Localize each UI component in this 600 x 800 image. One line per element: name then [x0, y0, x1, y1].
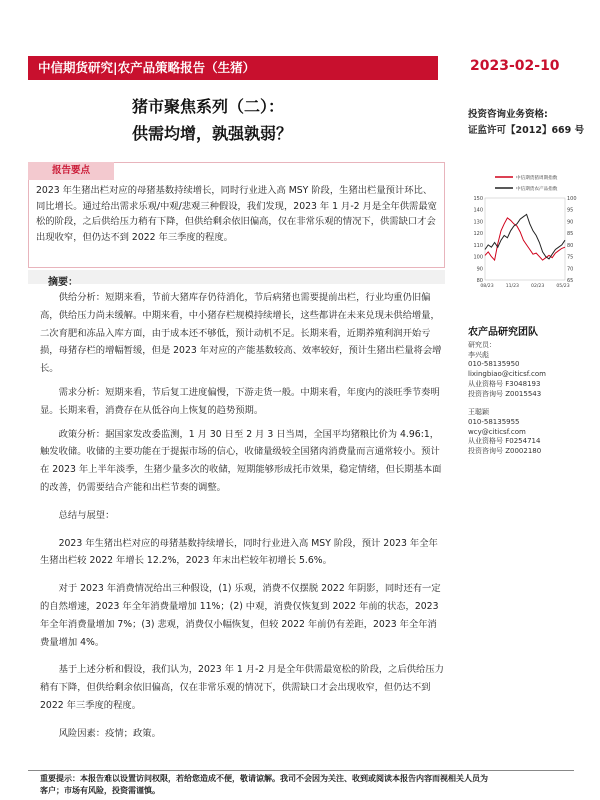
member-phone: 010-58135950	[468, 360, 520, 369]
y-left-tick-label: 150	[473, 196, 483, 202]
y-left-tick-label: 80	[476, 278, 483, 284]
y-right-tick-label: 65	[567, 278, 574, 284]
x-tick-label: 11/23	[505, 284, 519, 289]
member-name: 王聪颖	[468, 408, 489, 417]
abstract-text	[36, 183, 440, 245]
legend-label: 中信期货猪周期指数	[516, 176, 558, 182]
abstract-paragraph: 2023 年生猪出栏对应的母猪基数持续增长，同时行业进入高 MSY 阶段，生猪出栏量预计环比、同比增长。通过给出需求乐观/中观/悲观三种假设，我们发现，2023 年 1 月-2 月是全年供需最宽松的阶段，之后供给压力稍有下降，但供给剩余依旧偏高，仅在非常乐观的情况下，供需缺口才会出现收窄，但仍达不到 2022 年三季度的程度。	[36, 185, 437, 243]
plot-frame	[485, 198, 565, 280]
team-info	[468, 341, 546, 457]
y-right-tick-label: 90	[567, 219, 574, 226]
series-line	[485, 214, 565, 259]
x-tick-label: 02/23	[531, 284, 545, 289]
y-left-tick-label: 100	[473, 254, 483, 261]
disclaimer-line1: 重要提示：本报告难以设置访问权限，若给您造成不便，敬请谅解。我司不会因为关注、收到或阅读本报告内容而视相关人员为	[40, 774, 488, 783]
team-role: 研究员：	[468, 341, 496, 349]
report-title-line2: 供需均增，孰强孰弱？	[132, 124, 293, 143]
conclusion-heading: 总结与展望：	[58, 509, 115, 521]
index-line-chart	[465, 168, 583, 298]
risk-factors-paragraph: 风险因素：疫情；政策。	[58, 727, 161, 739]
team-title: 农产品研究团队	[468, 327, 538, 338]
y-left-tick-label: 90	[476, 266, 483, 273]
member-consult: 投资咨询号 Z0015543	[468, 389, 542, 398]
y-right-tick-label: 85	[567, 231, 574, 238]
conclusion-paragraph-3: 基于上述分析和假设，我们认为，2023 年 1 月-2 月是全年供需最宽松的阶段，之后供给压力稍有下降，但供给剩余依旧偏高，仅在非常乐观的情况下，供需缺口才会出现收窄，但仍达不到 2022 年三季度的程度。	[40, 664, 444, 711]
y-right-tick-label: 100	[567, 196, 577, 202]
member-name: 李兴彪	[468, 350, 489, 359]
y-left-tick-label: 120	[473, 231, 483, 238]
y-right-tick-label: 95	[567, 207, 574, 214]
conclusion-paragraph-1: 2023 年生猪出栏对应的母猪基数持续增长，同时行业进入高 MSY 阶段，预计 2023 年全年生猪出栏较 2022 年增长 12.2%，2023 年末出栏较年初增长 5.6%。	[40, 537, 438, 567]
demand-analysis-paragraph: 需求分析：短期来看，节后复工进度偏慢，下游走货一般。中期来看，年度内的淡旺季节奏明显。长期来看，消费存在从低谷向上恢复的趋势预期。	[40, 386, 440, 416]
summary-label: 摘要：	[48, 277, 78, 288]
y-right-tick-label: 80	[567, 242, 574, 249]
member-email: lixingbiao@citicsf.com	[468, 370, 546, 379]
policy-analysis-paragraph: 政策分析：据国家发改委监测，1 月 30 日至 2 月 3 日当周，全国平均猪粮比价为 4.96:1，触发收储。收储的主要功能在于提振市场的信心，收储量级较全国猪肉消费量而言通常较小。预计在 2023 年上半年淡季，生猪少量多次的收储，短期能够形成托市效果，稳定情绪，但长期基本面的改善，仍需要结合产能和出栏节奏的调整。	[40, 428, 442, 493]
qualification-info	[468, 107, 584, 139]
disclaimer	[40, 773, 560, 797]
report-banner: 中信期货研究|农产品策略报告（生猪）	[28, 56, 438, 80]
disclaimer-line2: 客户；市场有风险，投资需谨慎。	[40, 786, 160, 795]
y-left-tick-label: 110	[473, 242, 483, 249]
summary-label-bar	[28, 270, 445, 288]
qualification-line1: 投资咨询业务资格:	[468, 109, 548, 120]
legend-label: 中信期货农产品指数	[516, 187, 558, 193]
y-right-tick-label: 75	[567, 254, 574, 261]
member-license: 从业资格号 F0254714	[468, 437, 541, 446]
summary-body	[40, 289, 444, 749]
conclusion-paragraph-2: 对于 2023 年消费情况给出三种假设，(1) 乐观，消费不仅摆脱 2022 年阴影，同时还有一定的自然增速，2023 年全年消费量增加 11%；(2) 中观，消费仅恢复到 2022 年前的状态，2023 年全年消费量增加 7%；(3) 悲观，消费仅小幅恢复，但较 2022 年前仍有差距，2023 年全年消费量增加 4%。	[40, 583, 441, 648]
y-left-tick-label: 130	[473, 219, 483, 226]
member-email: wcy@citicsf.com	[468, 427, 526, 436]
member-consult: 投资咨询号 Z0002180	[468, 447, 542, 456]
abstract-tab: 报告要点	[28, 162, 114, 180]
report-title-line1: 猪市聚焦系列（二）：	[132, 97, 285, 116]
member-phone: 010-58135955	[468, 417, 520, 426]
y-left-tick-label: 140	[473, 207, 483, 214]
footer-divider	[28, 770, 574, 771]
supply-analysis-paragraph: 供给分析：短期来看，节前大猪库存仍待消化，节后病猪也需要提前出栏，行业均重仍旧偏高，供给压力尚未缓解。中期来看，中小猪存栏规模持续增长，这些都讲在未来兑现未供给增量，二次育肥和冻品入库方面，由于成本还不够低，预计动机不足。长期来看，近期养殖利润开始亏损，母猪存栏的增幅暂缓，但是 2023 年对应的产能基数较高、效率较好，预计生猪出栏量将会增长。	[40, 292, 442, 375]
y-right-tick-label: 70	[567, 266, 574, 273]
report-date: 2023-02-10	[470, 58, 560, 74]
x-tick-label: 05/23	[556, 284, 570, 289]
qualification-line2: 证监许可【2012】669 号	[468, 125, 585, 136]
member-license: 从业资格号 F3048193	[468, 379, 541, 388]
x-tick-label: 08/23	[480, 284, 494, 289]
